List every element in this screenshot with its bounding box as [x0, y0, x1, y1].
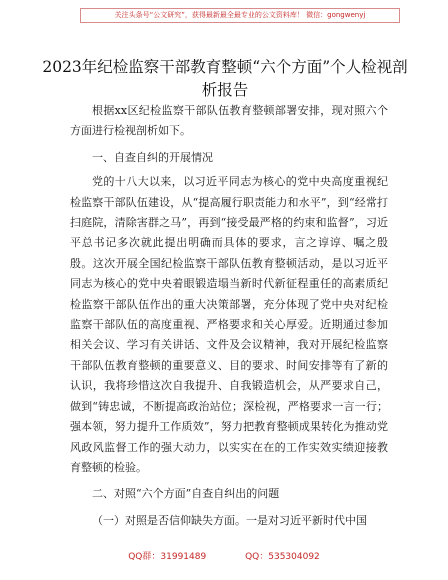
- qq-label: QQ：535304092: [245, 552, 320, 562]
- footer-contact: [0, 551, 448, 563]
- subsection-paragraph: （一）对照是否信仰缺失方面。一是对习近平新时代中国: [92, 513, 367, 527]
- section-heading-1: 一、自查自纠的开展情况: [92, 150, 213, 164]
- section-paragraph-1: 党的十八大以来，以习近平同志为核心的党中央高度重视纪检监察干部队伍建设，从“提高履行职责能力和水平”，到“经常打扫庭院，清除害群之马”，再到“接受最严格的约束和监督”，习近平总书记多次就此提出明确而具体的要求，言之谆谆、嘱之殷殷。这次开展全国纪检监察干部队伍教育整顿活动，是以习近平同志为核心的党中央着眼锻造塌当新时代新征程重任的高素质纪检监察干部队伍作出的重大决策部署，充分体现了党中央对纪检监察干部队伍的高度重视、严格要求和关心厚爱。近期通过参加相关会议、学习有关讲话、文件及会议精神，我对开展纪检监察干部队伍教育整顿的重要意义、目的要求、时间安排等有了新的认识，我将珍惜这次自我提升、自我锻造机会，从严要求自己，做到“铸忠诚，不断提高政治站位；深检视，严格要求一言一行；强本领，努力提升工作质效”，努力把教育整顿成果转化为推动党风政风监督工作的强大动力，以实实在在的工作实效实绩迎接教育整顿的检验。: [70, 175, 388, 474]
- document-title: 2023年纪检监察干部教育整顿“六个方面”个人检视剖析报告: [42, 58, 408, 99]
- section-heading-2: 二、对照“六个方面”自查自纠出的问题: [92, 487, 280, 501]
- header-notice-banner: 关注头条号“公文研究”，获得最新最全最专业的公文资料库！ 微信：gongwenyj: [80, 8, 400, 23]
- qq-group-label: QQ群：31991489: [128, 552, 207, 562]
- intro-paragraph: 根据xx区纪检监察干部队伍教育整顿部署安排，现对照六个方面进行检视剖析如下。: [70, 104, 388, 138]
- document-body: [70, 101, 388, 531]
